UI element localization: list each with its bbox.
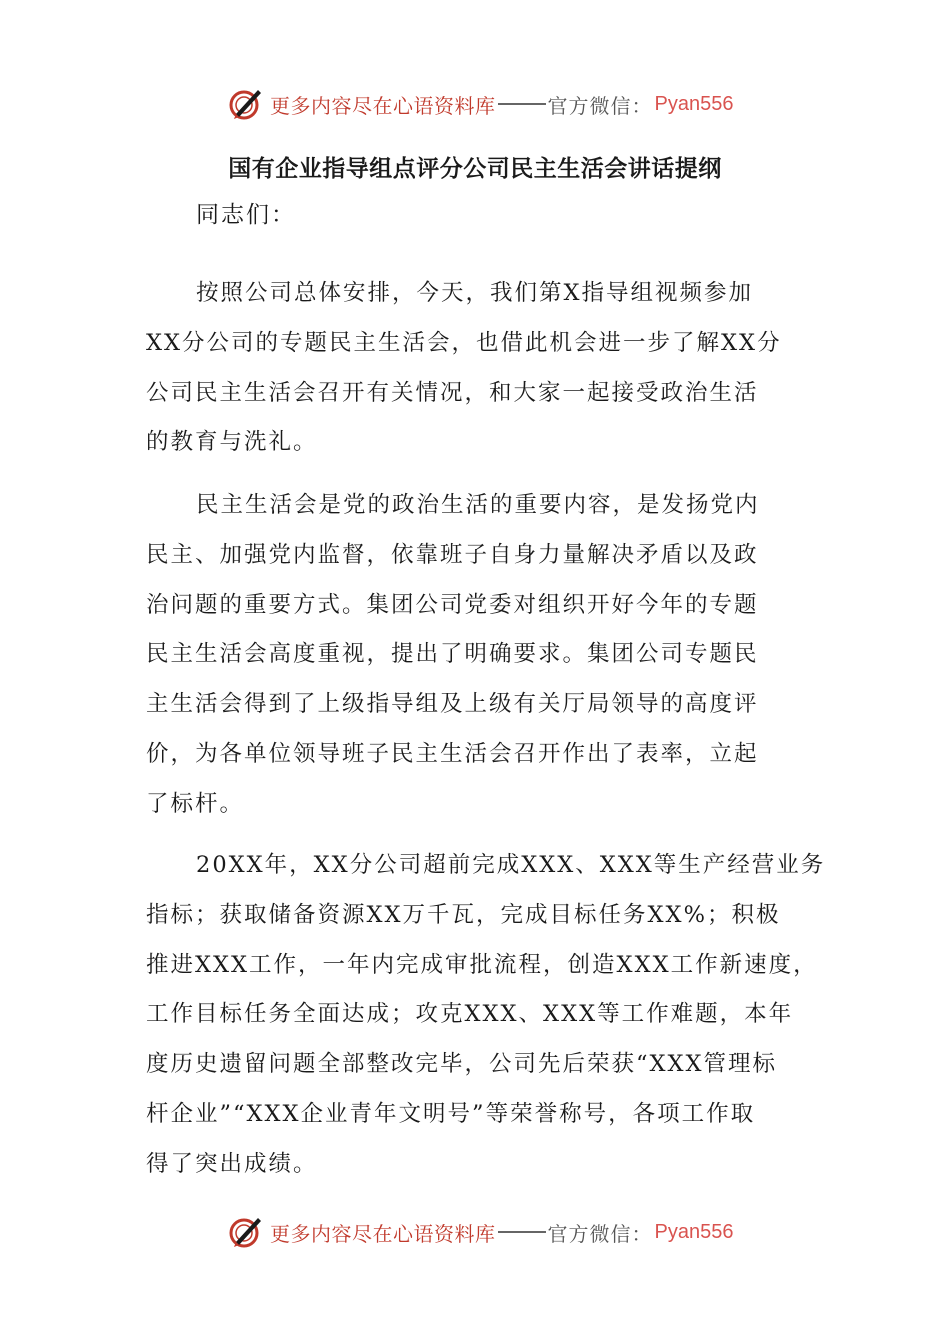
paragraph-line: 的教育与洗礼。 (146, 429, 318, 456)
watermark-header (226, 82, 733, 126)
paragraph-line: 公司民主生活会召开有关情况，和大家一起接受政治生活 (146, 379, 759, 406)
paragraph-line: 价，为各单位领导班子民主生活会召开作出了表率，立起 (146, 740, 759, 767)
watermark-dash (498, 1231, 546, 1233)
watermark-text: 更多内容尽在心语资料库 (270, 1221, 496, 1246)
pen-logo-icon (226, 1212, 266, 1252)
paragraph-line: 民主、加强党内监督，依靠班子自身力量解决矛盾以及政 (146, 541, 759, 568)
paragraph-line: 度历史遗留问题全部整改完毕，公司先后荣获“XXX管理标 (146, 1051, 778, 1078)
paragraph-line: 工作目标任务全面达成；攻克XXX、XXX等工作难题，本年 (146, 1001, 794, 1028)
pen-logo-icon (226, 84, 266, 124)
paragraph-3 (146, 841, 826, 1190)
paragraph-line: 20XX年，XX分公司超前完成XXX、XXX等生产经营业务 (196, 852, 826, 878)
paragraph-1 (146, 269, 826, 468)
paragraph-line: 了标杆。 (146, 790, 245, 817)
paragraph-line: 民主生活会高度重视，提出了明确要求。集团公司专题民 (146, 641, 759, 668)
document-title: 国有企业指导组点评分公司民主生活会讲话提纲 (228, 156, 722, 182)
paragraph-line: 杆企业”“XXX企业青年文明号”等荣誉称号，各项工作取 (146, 1100, 756, 1127)
paragraph-2 (146, 481, 826, 830)
paragraph-line: XX分公司的专题民主生活会，也借此机会进一步了解XX分 (146, 329, 782, 356)
watermark-footer (226, 1210, 733, 1254)
watermark-wechat-id: Pyan556 (654, 1220, 734, 1243)
watermark-official-label: 官方微信： (547, 1221, 653, 1246)
watermark-text: 更多内容尽在心语资料库 (270, 93, 496, 118)
watermark-wechat-id: Pyan556 (654, 92, 734, 115)
paragraph-line: 民主生活会是党的政治生活的重要内容，是发扬党内 (196, 492, 760, 518)
paragraph-line: 按照公司总体安排，今天，我们第X指导组视频参加 (196, 280, 754, 306)
paragraph-line: 得了突出成绩。 (146, 1150, 318, 1177)
paragraph-line: 治问题的重要方式。集团公司党委对组织开好今年的专题 (146, 591, 759, 618)
paragraph-line: 主生活会得到了上级指导组及上级有关厅局领导的高度评 (146, 691, 759, 718)
greeting: 同志们： (196, 202, 296, 228)
watermark-official-label: 官方微信： (547, 93, 653, 118)
paragraph-line: 推进XXX工作，一年内完成审批流程，创造XXX工作新速度， (146, 951, 818, 978)
watermark-dash (498, 103, 546, 105)
paragraph-line: 指标；获取储备资源XX万千瓦，完成目标任务XX%；积极 (146, 901, 781, 928)
